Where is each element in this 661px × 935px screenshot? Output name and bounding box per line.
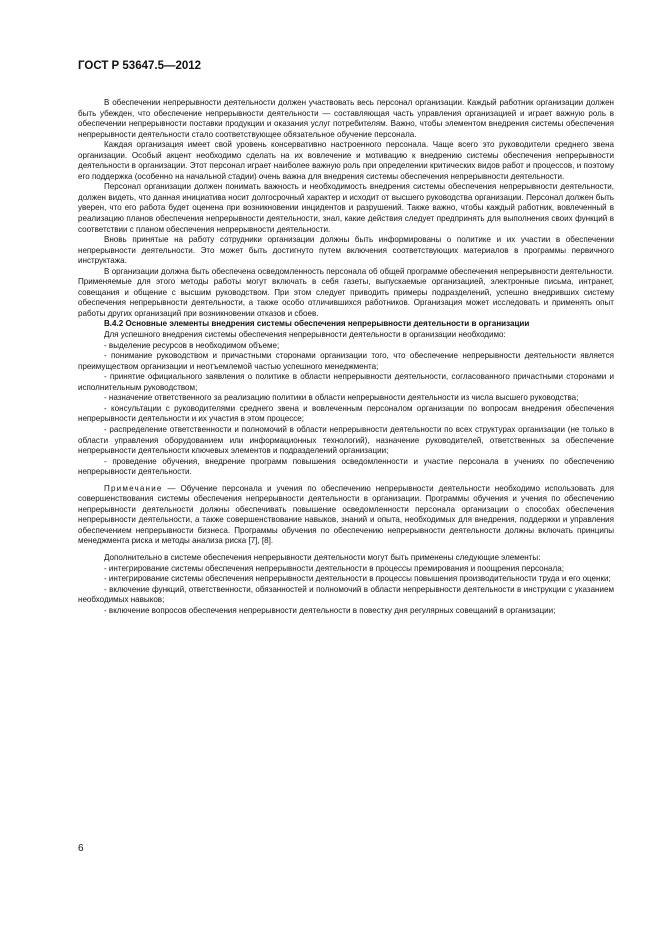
list-item: - понимание руководством и причастными сторонами организации того, что обеспечение непрерывности деятельности является преимуществом организации и неотъемлемой частью успешного менеджмента; (78, 351, 614, 371)
list-item: - выделение ресурсов в необходимом объеме; (104, 340, 280, 350)
paragraph: Каждая организация имеет свой уровень консервативно настроенного персонала. Чаще всего это руководители среднего звена организации. Особый акцент необходимо сделать на их вовлечение и мотивацию к внедрению системы обеспечения непрерывности деятельности в организации. Этот персонал играет наиболее важную роль при определении критических видов работ и процессов, и поэтому его поддержка (особенно на начальной стадии) очень важна для внедрения системы обеспечения непрерывности деятельности. (78, 140, 614, 181)
list-item: - интегрирование системы обеспечения непрерывности деятельности в процессы премирования и поощрения персонала; (104, 563, 564, 573)
list-item: - включение вопросов обеспечения непрерывности деятельности в повестку дня регулярных совещаний в организации; (104, 605, 556, 615)
paragraph: Персонал организации должен понимать важность и необходимость внедрения системы обеспечения непрерывности деятельности, должен видеть, что данная инициатива носит долгосрочный характер и исходит от высшего руководства организации. Персонал должен быть уверен, что его работа будет оценена при возникновении инцидентов и разрушений. Также важно, чтобы каждый работник, вовлеченный в реализацию планов обеспечения непрерывности деятельности, знал, какие действия следует предпринять для выполнения своих функций в соответствии с планом обеспечения непрерывности деятельности. (78, 182, 614, 234)
document-header: ГОСТ Р 53647.5—2012 (78, 60, 202, 72)
page-number: 6 (78, 843, 84, 854)
paragraph: Вновь принятые на работу сотрудники организации должны быть информированы о политике и их участии в обеспечении непрерывности деятельности. Это может быть достигнуто путем включения соответствующих материалов в программы первичного инструктажа. (78, 235, 614, 266)
paragraph: В организации должна быть обеспечена осведомленность персонала об общей программе обеспечения непрерывности деятельности. Применяемые для этого методы работы могут включать в себя газеты, выпускаемые организацией, электронные письма, интранет, совещания и общение с высшим руководством. При этом следует приводить примеры подразделений, успешно внедривших систему обеспечения непрерывности деятельности, а также особо отличившихся работников. Организация может исследовать и применять опыт работы других организаций при возникновении отказов и сбоев. (78, 266, 614, 318)
note-label: Примечание (104, 483, 163, 493)
section-title: В.4.2 Основные элементы внедрения системы обеспечения непрерывности деятельности в организации (104, 319, 530, 329)
list-item: - назначение ответственного за реализацию политики в области непрерывности деятельности из числа высшего руководства; (104, 393, 579, 403)
document-body (78, 98, 614, 616)
list-item: - распределение ответственности и полномочий в области непрерывности деятельности по всех структурах организации (не только в области управления оборудованием или информационных технологий), назначение руководителей, ответственных за обеспечение непрерывности деятельности ключевых элементов и подразделений организации; (78, 424, 614, 456)
list-item: - включение функций, ответственности, обязанностей и полномочий в области непрерывности деятельности в инструкции с указанием необходимых навыков; (78, 584, 614, 605)
list-item: - консультации с руководителями среднего звена и вовлеченным персоналом организации по вопросам внедрения обеспечения непрерывности деятельности и их участия в этом процессе; (78, 403, 614, 424)
note (78, 484, 614, 547)
list-item: - проведение обучения, внедрение программ повышения осведомленности и участие персонала в учениях по обеспечению непрерывности деятельности. (78, 456, 614, 477)
list-item: - принятие официального заявления о политике в области непрерывности деятельности, согласованного причастными сторонами и исполнительным руководством; (78, 372, 614, 392)
note-text: — Обучение персонала и учения по обеспечению непрерывности деятельности необходимо использовать для совершенствования системы обеспечения непрерывности деятельности в организации. Программы обучения и учения по обеспечению непрерывности деятельности должны обеспечивать повышение осведомленности персонала организации о способах обеспечения непрерывности деятельности, а также совершенствование навыков, знаний и опыта, необходимых для внедрения, поддержки и управления обеспечением непрерывности бизнеса. Программы обучения по обеспечению непрерывности деятельности должны включать принципы менеджмента риска и методы анализа риска [7], [8]. (78, 483, 614, 546)
list-item: - интегрирование системы обеспечения непрерывности деятельности в процессы повышения производительности труда и его оценки; (104, 574, 611, 584)
section-intro: Для успешного внедрения системы обеспечения непрерывности деятельности в организации необходимо: (104, 330, 506, 340)
additional-intro: Дополнительно в системе обеспечения непрерывности деятельности могут быть применены следующие элементы: (104, 552, 541, 562)
paragraph: В обеспечении непрерывности деятельности должен участвовать весь персонал организации. Каждый работник организации должен быть убежден, что обеспечение непрерывности деятельности — составляющая часть управления организацией и играет важную роль в обеспечении непрерывности поставки продукции и оказания услуг потребителям. Важно, чтобы элементом внедрения системы обеспечения непрерывности деятельности стало соответствующее обязательное обучение персонала. (78, 98, 614, 139)
